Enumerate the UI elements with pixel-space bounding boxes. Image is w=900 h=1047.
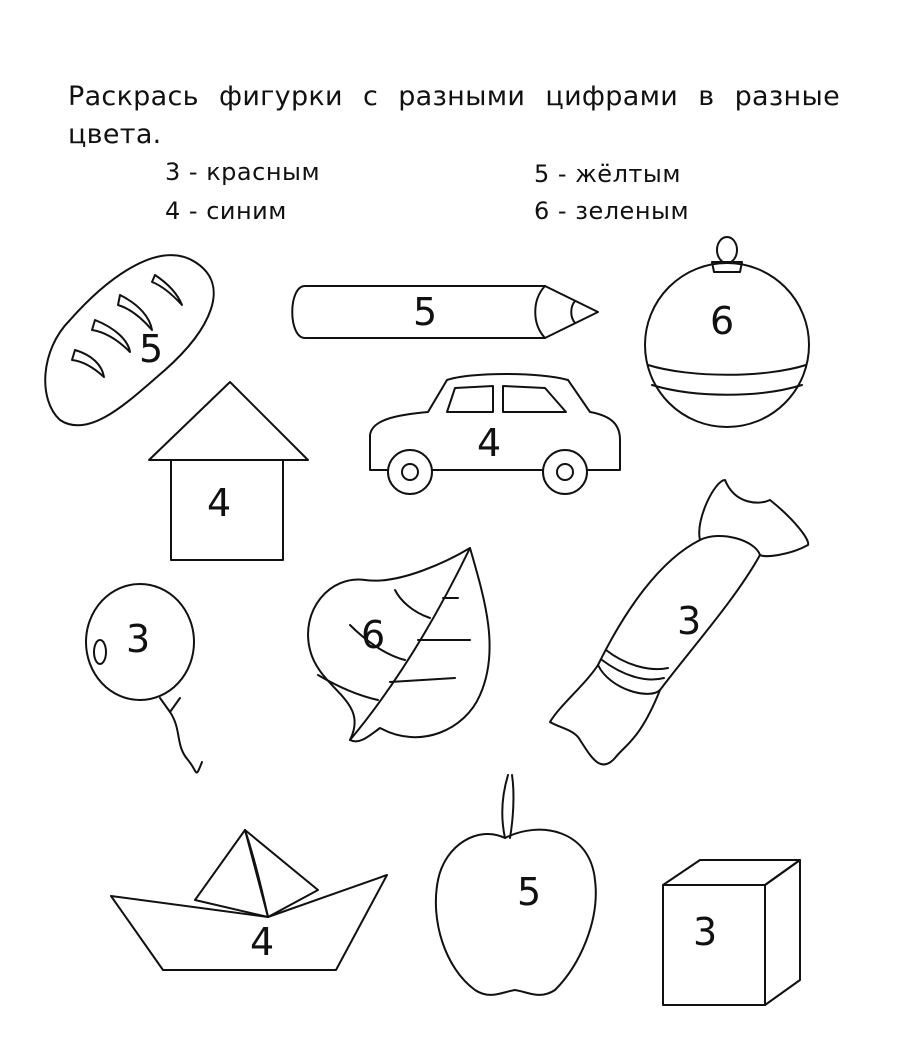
ornament-figure[interactable] bbox=[645, 237, 809, 427]
house-number: 4 bbox=[207, 481, 232, 525]
apple-number: 5 bbox=[517, 870, 542, 914]
cube-figure[interactable] bbox=[663, 860, 800, 1005]
bread-number: 5 bbox=[139, 327, 164, 371]
balloon-number: 3 bbox=[126, 617, 151, 661]
legend-item-3: 3 - красным bbox=[165, 158, 321, 186]
boat-number: 4 bbox=[250, 920, 275, 964]
leaf-figure[interactable] bbox=[308, 548, 490, 741]
house-figure[interactable] bbox=[149, 382, 308, 560]
cube-number: 3 bbox=[693, 910, 718, 954]
pencil-figure[interactable] bbox=[292, 286, 598, 338]
car-figure[interactable] bbox=[370, 374, 620, 494]
candy-figure[interactable] bbox=[550, 480, 808, 765]
leaf-number: 6 bbox=[361, 613, 386, 657]
legend-item-6: 6 - зеленым bbox=[534, 197, 690, 225]
car-number: 4 bbox=[477, 421, 502, 465]
candy-number: 3 bbox=[677, 599, 702, 643]
boat-figure[interactable] bbox=[111, 830, 387, 970]
legend-item-5: 5 - жёлтым bbox=[534, 160, 681, 188]
apple-figure[interactable] bbox=[436, 775, 596, 995]
bread-figure[interactable] bbox=[45, 255, 213, 425]
pencil-number: 5 bbox=[413, 290, 438, 334]
task-instruction: Раскрась фигурки с разными цифрами в разные цвета. bbox=[68, 81, 840, 150]
ornament-number: 6 bbox=[710, 299, 735, 343]
legend-item-4: 4 - синим bbox=[165, 197, 287, 225]
balloon-figure[interactable] bbox=[86, 584, 202, 773]
